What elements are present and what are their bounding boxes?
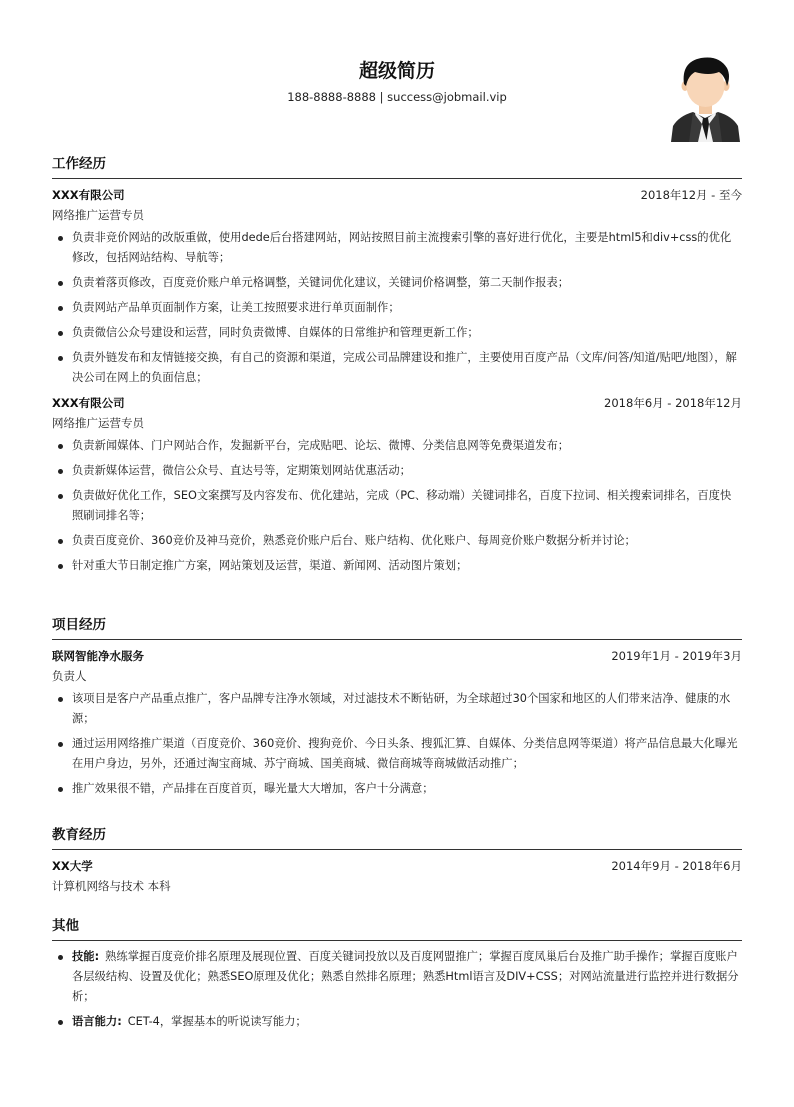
item-value: CET-4，掌握基本的听说读写能力； — [127, 1015, 307, 1028]
entry-role: 计算机网络与技术 本科 — [52, 879, 171, 893]
list-item: 该项目是客户产品重点推广，客户品牌专注净水领域，对过滤技术不断钻研，为全球超过30个国家和地区的人们带来洁净、健康的水源； — [52, 689, 742, 729]
entry-role: 网络推广运营专员 — [52, 416, 144, 430]
list-item: 负责百度竞价、360竞价及神马竞价，熟悉竞价账户后台、账户结构、优化账户、每周竞价账户数据分析并讨论； — [52, 531, 742, 551]
person-avatar-icon — [669, 54, 742, 142]
resume-header — [52, 54, 742, 144]
list-item: 针对重大节日制定推广方案，网站策划及运营，渠道、新闻网、活动图片策划； — [52, 556, 742, 576]
list-item — [52, 947, 742, 1007]
resume-name: 超级简历 — [358, 60, 435, 82]
list-item: 负责网站产品单页面制作方案，让美工按照要求进行单页面制作； — [52, 298, 742, 318]
work-entry — [52, 185, 742, 388]
contact-info: 188-8888-8888 | success@jobmail.vip — [287, 90, 507, 104]
entry-date: 2014年9月 - 2018年6月 — [611, 859, 742, 873]
item-value: 熟练掌握百度竞价排名原理及展现位置、百度关键词投放以及百度网盟推广；掌握百度凤巢后台及推广助手操作；掌握百度账户各层级结构、设置及优化；熟悉SEO原理及优化；熟悉自然排名原理；熟悉Html语言及DIV+CSS；对网站流量进行监控并进行数据分析； — [72, 950, 739, 1003]
item-key: 技能: — [72, 950, 100, 963]
section-title-other: 其他 — [52, 914, 742, 941]
entry-date: 2018年6月 - 2018年12月 — [604, 396, 742, 410]
list-item: 通过运用网络推广渠道（百度竞价、360竞价、搜狗竞价、今日头条、搜狐汇算、自媒体、分类信息网等渠道）将产品信息最大化曝光在用户身边，另外，还通过淘宝商城、苏宁商城、国美商城、微信商城等商城做活动推广； — [52, 734, 742, 774]
item-key: 语言能力: — [72, 1015, 122, 1028]
section-title-education: 教育经历 — [52, 823, 742, 850]
entry-org: XX大学 — [52, 859, 93, 873]
entry-date: 2018年12月 - 至今 — [640, 188, 742, 202]
list-item: 负责新媒体运营，微信公众号、直达号等，定期策划网站优惠活动； — [52, 461, 742, 481]
section-title-work: 工作经历 — [52, 152, 742, 179]
education-entry — [52, 856, 742, 896]
list-item: 负责新闻媒体、门户网站合作，发掘新平台，完成贴吧、论坛、微博、分类信息网等免费渠道发布； — [52, 436, 742, 456]
entry-org: XXX有限公司 — [52, 188, 125, 202]
entry-org: XXX有限公司 — [52, 396, 125, 410]
work-entry — [52, 393, 742, 576]
section-title-project: 项目经历 — [52, 613, 742, 640]
list-item: 负责外链发布和友情链接交换，有自己的资源和渠道，完成公司品牌建设和推广，主要使用百度产品（文库/问答/知道/贴吧/地图），解决公司在网上的负面信息； — [52, 348, 742, 388]
entry-date: 2019年1月 - 2019年3月 — [611, 649, 742, 663]
entry-role: 网络推广运营专员 — [52, 208, 144, 222]
entry-role: 负责人 — [52, 669, 87, 683]
entry-org: 联网智能净水服务 — [52, 649, 144, 663]
list-item: 负责做好优化工作，SEO文案撰写及内容发布、优化建站，完成（PC、移动端）关键词排名，百度下拉词、相关搜索词排名，百度快照刷词排名等； — [52, 486, 742, 526]
project-entry — [52, 646, 742, 799]
education-section — [52, 823, 742, 899]
list-item: 负责微信公众号建设和运营，同时负责微博、自媒体的日常维护和管理更新工作； — [52, 323, 742, 343]
list-item: 推广效果很不错，产品排在百度首页，曝光量大大增加，客户十分满意； — [52, 779, 742, 799]
project-section — [52, 613, 742, 804]
other-section — [52, 914, 742, 1037]
list-item — [52, 1012, 742, 1032]
work-section — [52, 152, 742, 581]
list-item: 负责非竞价网站的改版重做，使用dede后台搭建网站，网站按照目前主流搜索引擎的喜好进行优化，主要是html5和div+css的优化修改，包括网站结构、导航等； — [52, 228, 742, 268]
list-item: 负责着落页修改，百度竞价账户单元格调整，关键词优化建议，关键词价格调整，第二天制作报表； — [52, 273, 742, 293]
